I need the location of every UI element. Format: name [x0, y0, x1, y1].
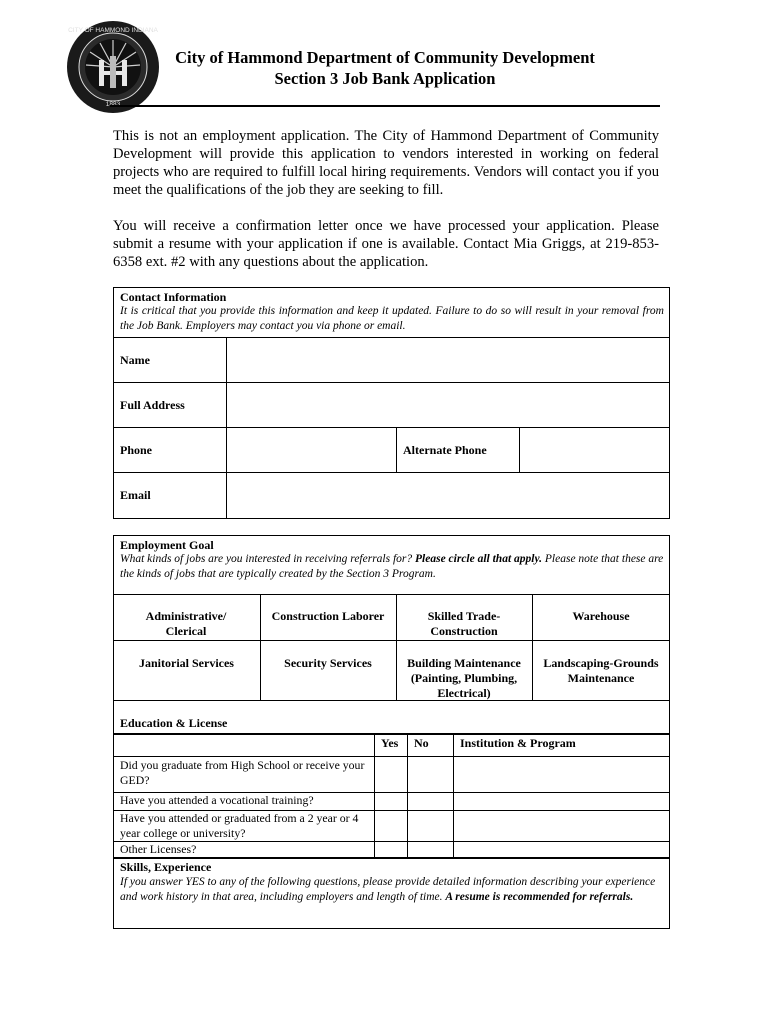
job-option-administrative-clerical[interactable]: Administrative/ Clerical: [145, 609, 227, 638]
contact-heading: Contact Information: [120, 290, 227, 304]
divider: [113, 427, 670, 428]
name-label: Name: [120, 353, 150, 367]
question-vocational: Have you attended a vocational training?: [120, 793, 314, 807]
alternate-phone-label: Alternate Phone: [403, 443, 487, 457]
alternate-phone-field[interactable]: [521, 429, 668, 471]
divider: [113, 594, 670, 595]
job-option-security-services[interactable]: Security Services: [284, 656, 372, 670]
job-option-skilled-trade-construction[interactable]: Skilled Trade-Construction: [427, 609, 501, 638]
full-address-label: Full Address: [120, 398, 185, 412]
high-school-no-cell[interactable]: [409, 758, 452, 791]
city-seal-logo: [66, 20, 160, 114]
job-option-janitorial-services[interactable]: Janitorial Services: [139, 656, 234, 670]
skills-note: If you answer YES to any of the following questions, please provide detailed information describing your experience and work history in that area, including employers and length of time. A resume is recommended for referrals.: [120, 876, 656, 903]
divider: [113, 382, 670, 383]
job-option-landscaping-grounds[interactable]: Landscaping-Grounds Maintenance: [543, 656, 659, 685]
question-college: Have you attended or graduated from a 2 year or 4 year college or university?: [120, 811, 359, 840]
divider: [453, 734, 454, 858]
divider: [113, 756, 670, 757]
high-school-yes-cell[interactable]: [376, 758, 406, 791]
document-subtitle: Section 3 Job Bank Application: [274, 69, 496, 88]
job-option-building-maintenance[interactable]: Building Maintenance (Painting, Plumbing, Electrical): [407, 656, 521, 700]
divider: [407, 734, 408, 858]
education-heading: Education & License: [120, 716, 228, 730]
divider: [113, 700, 670, 701]
document-title: City of Hammond Department of Community Development: [175, 48, 595, 67]
skills-heading: Skills, Experience: [120, 860, 212, 874]
no-column-header: No: [414, 736, 429, 750]
divider: [519, 427, 520, 472]
email-label: Email: [120, 488, 151, 502]
seal-year-text: 1883: [105, 101, 121, 108]
seal-top-text: CITY OF HAMMOND INDIANA: [68, 27, 158, 34]
job-option-construction-laborer[interactable]: Construction Laborer: [271, 609, 385, 623]
divider: [226, 337, 227, 519]
high-school-institution-cell[interactable]: [455, 758, 668, 791]
phone-field[interactable]: [228, 429, 394, 471]
question-high-school: Did you graduate from High School or receive your GED?: [120, 758, 365, 787]
divider: [532, 594, 533, 700]
contact-note: It is critical that you provide this information and keep it updated. Failure to do so will result in your removal from the Job Bank. Employers may contact you via phone or email.: [120, 305, 664, 332]
institution-column-header: Institution & Program: [460, 736, 576, 750]
employment-note: What kinds of jobs are you interested in receiving referrals for? Please circle all that apply. Please note that these are the kinds of jobs that are typically created by the Section 3 Program.: [120, 553, 664, 580]
intro-paragraph-2: You will receive a confirmation letter once we have processed your application. Please submit a resume with your application if one is available. Contact Mia Griggs, at 219-853-6358 ext. #2 with any questions about the application.: [113, 218, 659, 270]
header-divider: [110, 105, 660, 107]
divider: [113, 640, 670, 641]
employment-heading: Employment Goal: [120, 538, 214, 552]
job-option-warehouse[interactable]: Warehouse: [572, 609, 630, 623]
email-field[interactable]: [228, 474, 668, 518]
divider: [113, 472, 670, 473]
yes-column-header: Yes: [381, 736, 399, 750]
divider: [113, 337, 670, 338]
name-field[interactable]: [228, 339, 668, 381]
divider: [374, 734, 375, 858]
divider: [396, 427, 397, 472]
phone-label: Phone: [120, 443, 153, 457]
divider: [396, 594, 397, 700]
divider: [260, 594, 261, 700]
question-other-licenses: Other Licenses?: [120, 842, 197, 856]
intro-paragraph-1: This is not an employment application. The City of Hammond Department of Community Development will provide this application to vendors interested in working on federal projects who are required to fulfill local hiring requirements. Vendors will contact you if you meet the qualifications of the job they are seeking to fill.: [113, 128, 659, 198]
full-address-field[interactable]: [228, 384, 668, 426]
